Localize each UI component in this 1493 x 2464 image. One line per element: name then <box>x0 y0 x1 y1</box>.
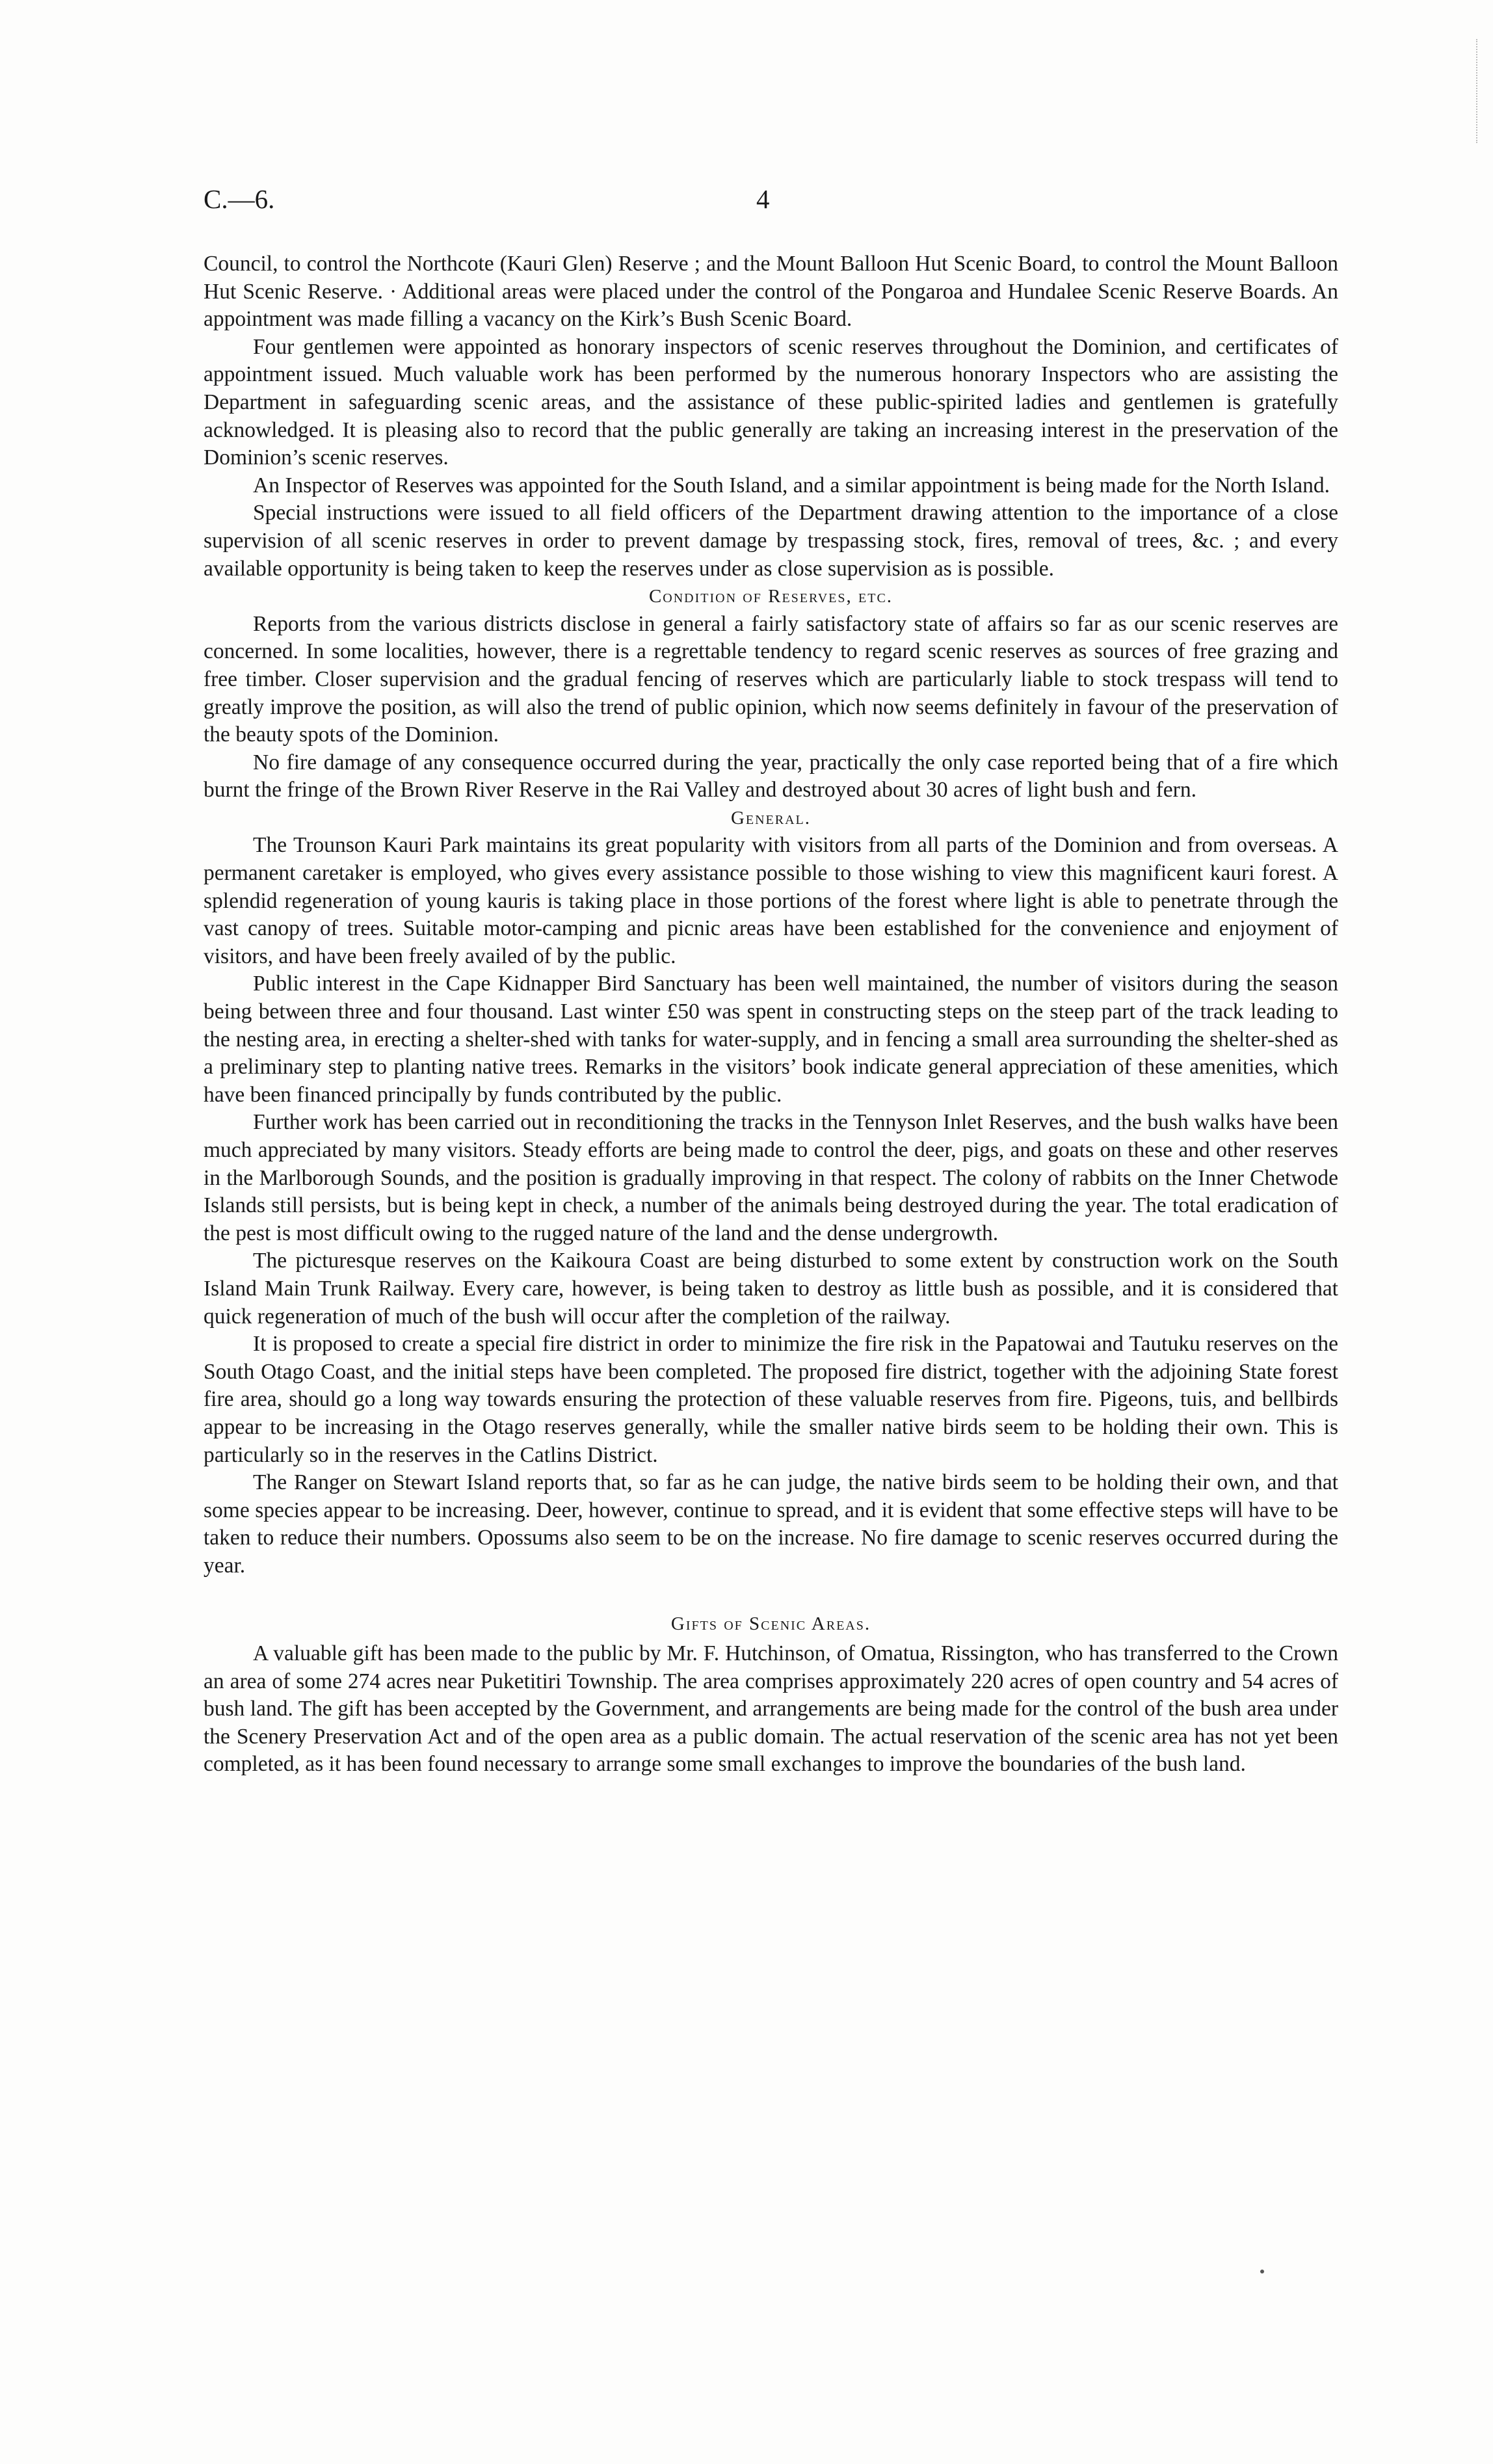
heading-condition-of-reserves: Condition of Reserves, etc. <box>648 586 893 607</box>
paragraph-cape-kidnapper: Public interest in the Cape Kidnapper Bird Sanctuary has been well maintained, the number of visitors during the season being between three and four thousand. Last winter £50 was spent in constructing steps on the steep part of the track leading to the nesting area, in erecting a shelter-shed with tanks for water-supply, and in fencing a small area surrounding the shelter-shed as a preliminary step to planting native trees. Remarks in the visitors’ book indicate general appreciation of these amenities, which have been financed principally by funds contributed by the public. <box>204 972 1338 1107</box>
page-number: 4 <box>756 184 770 214</box>
paragraph-inspector-appointment: An Inspector of Reserves was appointed for the South Island, and a similar appointment is being made for the North Island. <box>253 473 1330 497</box>
document-code: C.—6. <box>204 184 275 214</box>
paragraph-tennyson-inlet: Further work has been carried out in reconditioning the tracks in the Tennyson Inlet Reserves, and the bush walks have been much appreciated by many visitors. Steady efforts are being made to control the deer, pigs, and goats on these and other reserves in the Marlborough Sounds, and the position is gradually improving in that respect. The colony of rabbits on the Inner Chetwode Islands still persists, but is being kept in check, a number of the animals being destroyed during the year. The total eradication of the pest is most difficult owing to the rugged nature of the land and the dense undergrowth. <box>204 1110 1338 1245</box>
paragraph-district-reports: Reports from the various districts disclose in general a fairly satisfactory state of affairs so far as our scenic reserves are concerned. In some localities, however, there is a regrettable tendency to regard scenic reserves as sources of free grazing and free timber. Closer supervision and the gradual fencing of reserves which are particularly liable to stock trespass will tend to greatly improve the position, as will also the trend of public opinion, which now seems definitely in favour of the preservation of the beauty spots of the Dominion. <box>204 611 1338 747</box>
page-header <box>204 183 1338 222</box>
scan-edge-mark <box>1476 39 1483 143</box>
paragraph-honorary-inspectors: Four gentlemen were appointed as honorary inspectors of scenic reserves throughout the Dominion, and certificates of appointment issued. Much valuable work has been performed by the numerous honorary Inspectors who are assisting the Department in safeguarding scenic areas, and the assistance of these public-spirited ladies and gentlemen is gratefully acknowledged. It is pleasing also to record that the public generally are taking an increasing interest in the preservation of the Dominion’s scenic reserves. <box>204 334 1338 470</box>
paragraph-hutchinson-gift: A valuable gift has been made to the public by Mr. F. Hutchinson, of Omatua, Rissington, who has transferred to the Crown an area of some 274 acres near Puketitiri Township. The area comprises approximately 220 acres of open country and 54 acres of bush land. The gift has been accepted by the Government, and arrangements are being made for the control of the bush area under the Scenery Preservation Act and of the open area as a public domain. The actual reservation of the scenic area has not yet been completed, as it has been found necessary to arrange some small exchanges to improve the boundaries of the bush land. <box>204 1641 1338 1777</box>
paragraph-special-instructions: Special instructions were issued to all field officers of the Department drawing attention to the importance of a close supervision of all scenic reserves in order to prevent damage by trespassing stock, fires, removal of trees, &c. ; and every available opportunity is being taken to keep the reserves under as close supervision as is possible. <box>204 501 1338 581</box>
scan-dust-mark <box>1260 2270 1264 2273</box>
page-body <box>204 250 1338 1779</box>
heading-gifts-of-scenic-areas: Gifts of Scenic Areas. <box>670 1613 871 1634</box>
paragraph-trounson-kauri-park: The Trounson Kauri Park maintains its great popularity with visitors from all parts of the Dominion and from overseas. A permanent caretaker is employed, who gives every assistance possible to those wishing to view this magnificent kauri forest. A splendid regeneration of young kauris is taking place in those portions of the forest where light is able to penetrate through the vast canopy of trees. Suitable motor-camping and picnic areas have been established for the convenience and enjoyment of visitors, and have been freely availed of by the public. <box>204 833 1338 968</box>
heading-general: General. <box>730 807 812 828</box>
paragraph-board-appointments: Council, to control the Northcote (Kauri Glen) Reserve ; and the Mount Balloon Hut Scenic Board, to control the Mount Balloon Hut Scenic Reserve. · Additional areas were placed under the control of the Pongaroa and Hundalee Scenic Reserve Boards. An appointment was made filling a vacancy on the Kirk’s Bush Scenic Board. <box>204 252 1338 332</box>
paragraph-fire-district: It is proposed to create a special fire district in order to minimize the fire risk in the Papatowai and Tautuku reserves on the South Otago Coast, and the initial steps have been completed. The proposed fire district, together with the adjoining State forest fire area, should go a long way towards ensuring the protection of these valuable reserves from fire. Pigeons, tuis, and bellbirds appear to be increasing in the Otago reserves generally, while the smaller native birds seem to be holding their own. This is particularly so in the reserves in the Catlins District. <box>204 1332 1338 1467</box>
paragraph-fire-damage: No fire damage of any consequence occurred during the year, practically the only case reported being that of a fire which burnt the fringe of the Brown River Reserve in the Rai Valley and destroyed about 30 acres of light bush and fern. <box>204 750 1338 802</box>
paragraph-stewart-island: The Ranger on Stewart Island reports that, so far as he can judge, the native birds seem to be holding their own, and that some species appear to be increasing. Deer, however, continue to spread, and it is evident that some effective steps will have to be taken to reduce their numbers. Opossums also seem to be on the increase. No fire damage to scenic reserves occurred during the year. <box>204 1470 1338 1578</box>
paragraph-kaikoura-coast: The picturesque reserves on the Kaikoura Coast are being disturbed to some extent by construction work on the South Island Main Trunk Railway. Every care, however, is being taken to destroy as little bush as possible, and it is considered that quick regeneration of much of the bush will occur after the completion of the railway. <box>204 1249 1338 1329</box>
